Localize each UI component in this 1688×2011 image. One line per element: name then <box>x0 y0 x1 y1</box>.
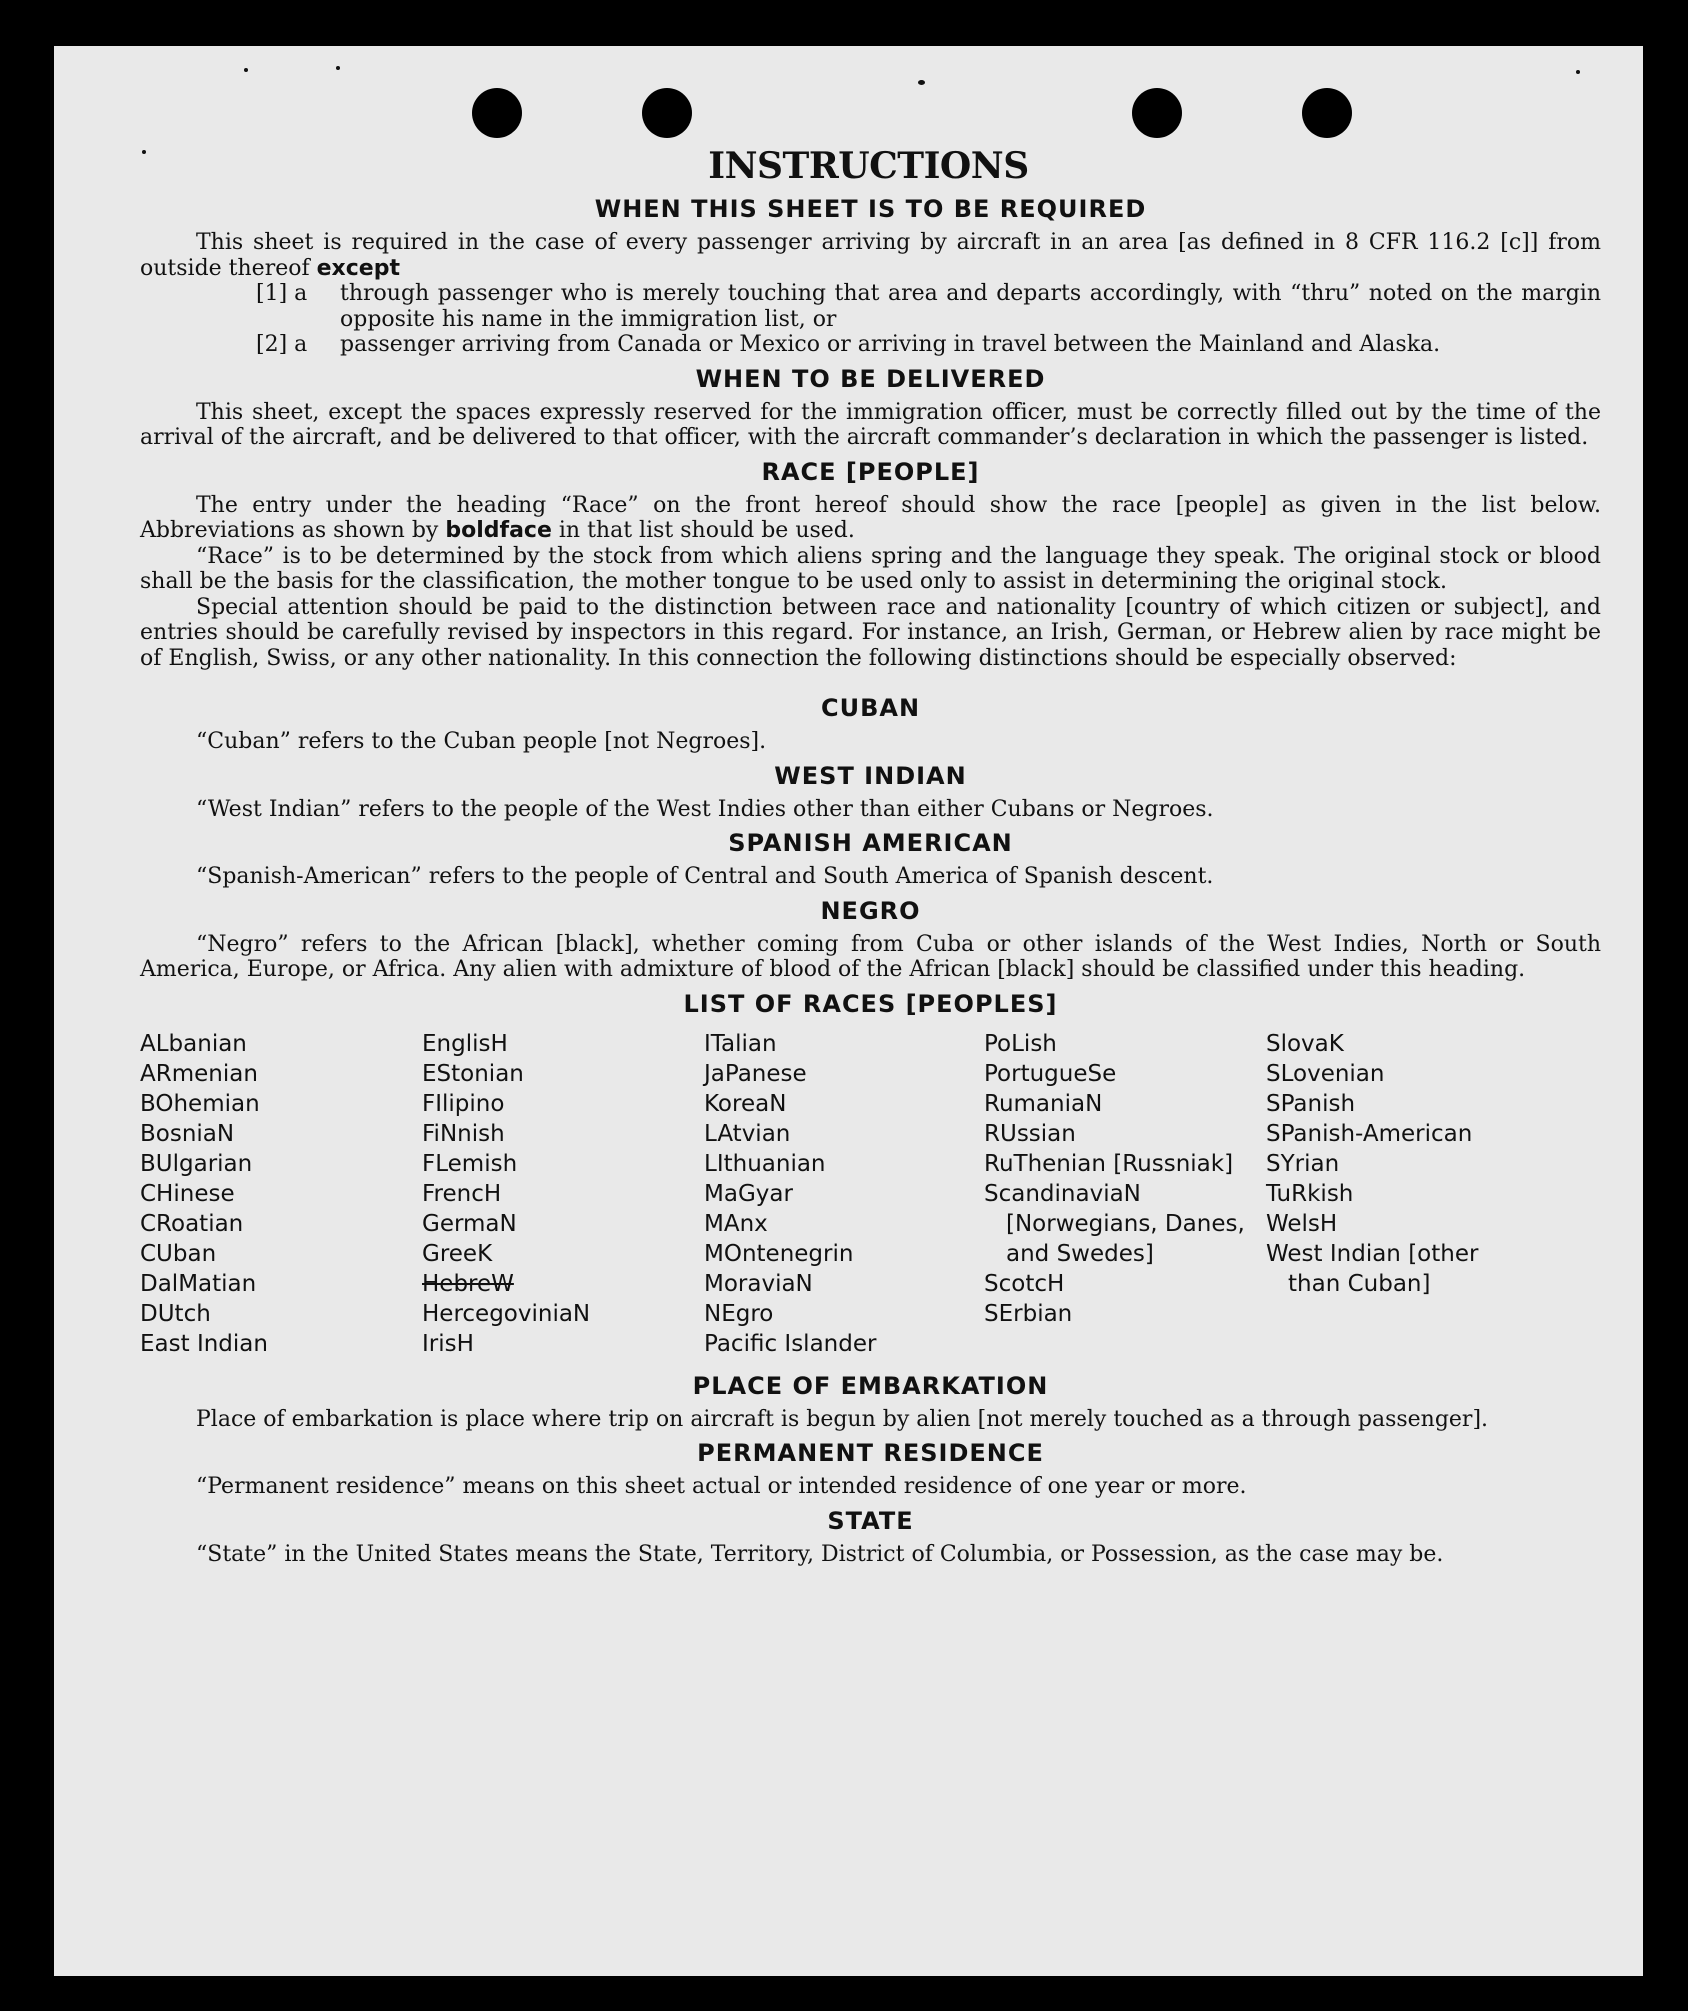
race-column-4 <box>984 1029 1266 1359</box>
race-paragraph-3: Special attention should be paid to the distinction between race and nationality [country of which citizen or subject], and entries should be carefully revised by inspectors in this regard. For instance, an Irish, German, or Hebrew alien by race might be of English, Swiss, or any other nationality. In this connection the following distinctions should be especially observed: <box>140 594 1601 671</box>
race-item: SYrian <box>1266 1150 1340 1177</box>
required-intro: This sheet is required in the case of every passenger arriving by aircraft in an area [as defined in 8 CFR 116.2 [c]] from outside thereof except <box>140 230 1601 281</box>
negro-text: “Negro” refers to the African [black], whether coming from Cuba or other islands of the West Indies, North or South America, Europe, or Africa. Any alien with admixture of blood of the African [black] should be classified under this heading. <box>140 931 1601 982</box>
cuban-text: “Cuban” refers to the Cuban people [not Negroes]. <box>196 729 767 754</box>
race-item: ITalian <box>704 1030 777 1057</box>
page-title: INSTRUCTIONS <box>708 145 1029 187</box>
speck <box>244 68 248 72</box>
heading-negro: NEGRO <box>820 896 921 925</box>
race-item: MoraviaN <box>704 1270 813 1297</box>
state-text: “State” in the United States means the State, Territory, District of Columbia, or Possession, as the case may be. <box>196 1541 1444 1567</box>
race-item: LIthuanian <box>704 1150 826 1177</box>
race-item: SPanish <box>1266 1090 1356 1117</box>
speck <box>918 80 925 85</box>
required-item-2: [2] a passenger arriving from Canada or Mexico or arriving in travel between the Mainland and Alaska. <box>256 332 1441 357</box>
race-item: PoLish <box>984 1030 1057 1057</box>
race-item: IrisH <box>422 1330 474 1357</box>
race-item: SPanish-American <box>1266 1120 1473 1147</box>
race-item: DalMatian <box>140 1270 257 1297</box>
race-item: EStonian <box>422 1060 524 1087</box>
race-item: BUlgarian <box>140 1150 253 1177</box>
race-item: WelsH <box>1266 1210 1338 1237</box>
heading-when-delivered: WHEN TO BE DELIVERED <box>695 364 1046 393</box>
race-column-5 <box>1266 1029 1526 1359</box>
race-item: Pacific Islander <box>704 1330 877 1357</box>
race-item: BOhemian <box>140 1090 260 1117</box>
residence-text: “Permanent residence” means on this sheet actual or intended residence of one year or more. <box>196 1474 1247 1499</box>
heading-spanish-american: SPANISH AMERICAN <box>728 829 1013 857</box>
race-item: MAnx <box>704 1210 768 1237</box>
heading-permanent-residence: PERMANENT RESIDENCE <box>697 1439 1044 1467</box>
spanish-american-text: “Spanish-American” refers to the people of Central and South America of Spanish descent. <box>196 864 1214 889</box>
heading-west-indian: WEST INDIAN <box>774 761 967 790</box>
heading-race: RACE [PEOPLE] <box>761 457 980 486</box>
instructions-content <box>140 144 1601 1567</box>
race-item: EnglisH <box>422 1030 508 1057</box>
race-item: RuThenian [Russniak] <box>984 1150 1234 1177</box>
heading-list-of-races: LIST OF RACES [PEOPLES] <box>683 989 1058 1018</box>
race-item: ScotcH <box>984 1270 1065 1297</box>
race-list <box>140 1029 1601 1359</box>
race-item: MOntenegrin <box>704 1240 854 1267</box>
west-indian-text: “West Indian” refers to the people of the West Indies other than either Cubans or Negroes. <box>196 796 1214 822</box>
punch-hole <box>472 88 522 138</box>
speck <box>336 66 340 70</box>
heading-cuban: CUBAN <box>820 694 921 722</box>
race-item: LAtvian <box>704 1120 791 1147</box>
race-column-2 <box>422 1029 704 1359</box>
race-item: PortugueSe <box>984 1060 1117 1087</box>
race-item: DUtch <box>140 1300 211 1327</box>
race-item: SErbian <box>984 1300 1073 1327</box>
race-item: RumaniaN <box>984 1090 1103 1117</box>
heading-state: STATE <box>827 1506 914 1535</box>
race-item: SlovaK <box>1266 1030 1344 1057</box>
delivered-text: This sheet, except the spaces expressly reserved for the immigration officer, must be correctly filled out by the time of the arrival of the aircraft, and be delivered to that officer, with the aircraft commander’s declaration in which the passenger is listed. <box>140 399 1601 450</box>
race-item: SLovenian <box>1266 1060 1385 1087</box>
race-paragraph-1: The entry under the heading “Race” on the front hereof should show the race [people] as given in the list below. Abbreviations as shown by boldface in that list should be used. <box>140 492 1601 543</box>
race-item: ARmenian <box>140 1060 258 1087</box>
speck <box>1576 70 1580 74</box>
race-item: CUban <box>140 1240 217 1267</box>
race-item: FLemish <box>422 1150 518 1177</box>
race-item: FIlipino <box>422 1090 505 1117</box>
race-item: FiNnish <box>422 1120 505 1147</box>
race-item: KoreaN <box>704 1090 787 1117</box>
race-item: ScandinaviaN [Norwegians, Danes, and Swedes] <box>984 1180 1245 1267</box>
race-item: FrencH <box>422 1180 502 1207</box>
race-item: TuRkish <box>1266 1180 1354 1207</box>
embarkation-text: Place of embarkation is place where trip on aircraft is begun by alien [not merely touched as a through passenger]. <box>196 1406 1489 1432</box>
punch-hole <box>642 88 692 138</box>
race-item: RUssian <box>984 1120 1076 1147</box>
race-item: East Indian <box>140 1330 268 1357</box>
race-item: CHinese <box>140 1180 235 1207</box>
punch-hole <box>1132 88 1182 138</box>
race-item: West Indian [other than Cuban] <box>1266 1240 1479 1297</box>
race-item: GreeK <box>422 1240 493 1267</box>
race-column-1 <box>140 1029 422 1359</box>
race-paragraph-2: “Race” is to be determined by the stock from which aliens spring and the language they speak. The original stock or blood shall be the basis for the classification, the mother tongue to be used only to assist in determining the original stock. <box>140 543 1601 594</box>
required-item-1: [1] a through passenger who is merely touching that area and departs accordingly, with “thru” noted on the margin opposite his name in the immigration list, or <box>256 281 1601 332</box>
punch-hole <box>1302 88 1352 138</box>
race-item: NEgro <box>704 1300 774 1327</box>
heading-when-required: WHEN THIS SHEET IS TO BE REQUIRED <box>594 195 1147 223</box>
race-item: JaPanese <box>704 1060 807 1087</box>
race-item: CRoatian <box>140 1210 244 1237</box>
race-item: MaGyar <box>704 1180 793 1207</box>
race-item: GermaN <box>422 1210 517 1237</box>
race-item: HercegoviniaN <box>422 1300 591 1327</box>
document-page <box>54 46 1643 1976</box>
race-item-struck: HebreW <box>422 1270 514 1297</box>
race-column-3 <box>704 1029 984 1359</box>
race-item: ALbanian <box>140 1030 247 1057</box>
race-item: BosniaN <box>140 1120 235 1147</box>
heading-place-of-embarkation: PLACE OF EMBARKATION <box>692 1371 1049 1400</box>
